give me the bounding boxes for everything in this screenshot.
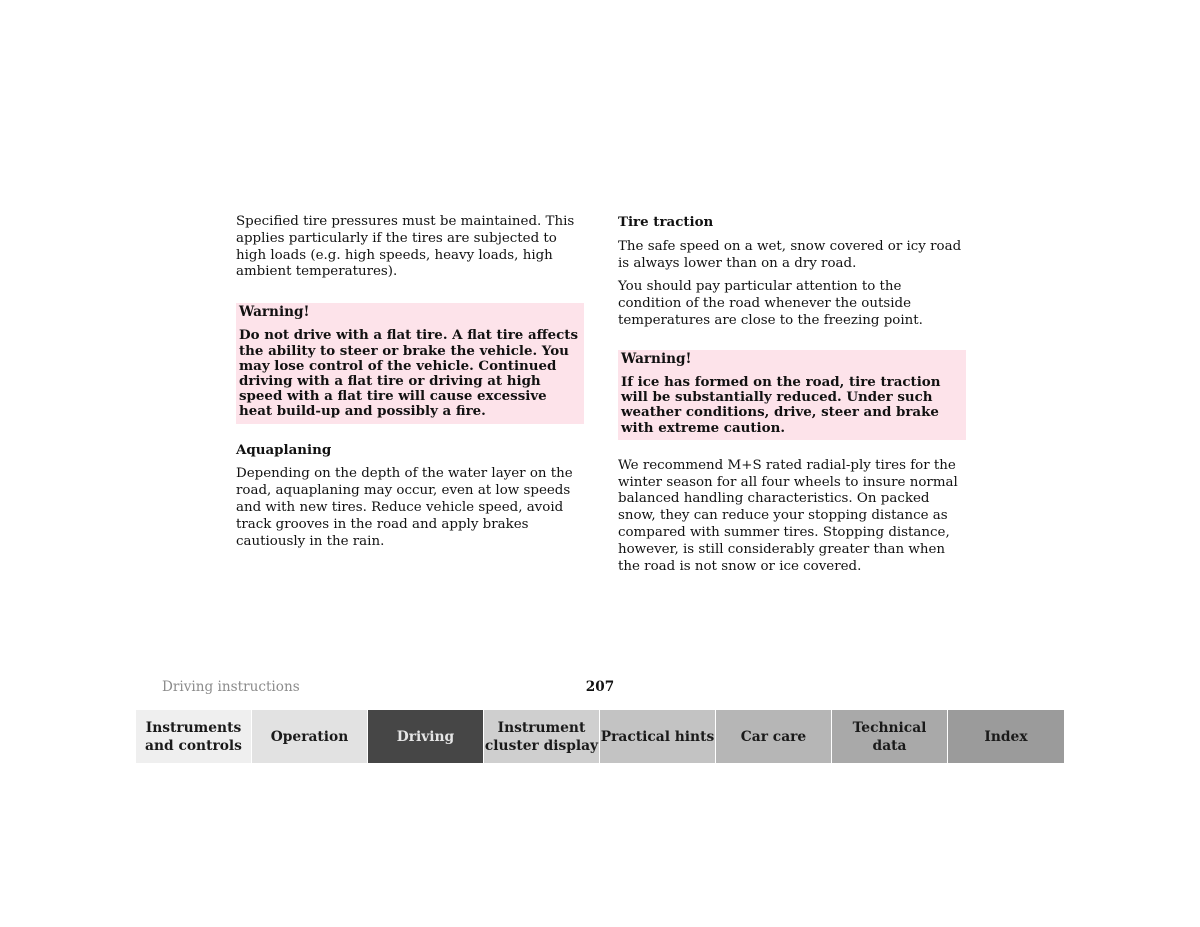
tab-label-line1: Index — [984, 728, 1028, 745]
tire-traction-heading: Tire traction — [618, 214, 714, 230]
tab-label-line1: Driving — [396, 728, 455, 745]
tab-label-line1: Technical — [852, 719, 927, 736]
tab-instrument-cluster-display[interactable] — [484, 710, 600, 763]
tab-label-line2: data — [872, 737, 907, 754]
tab-technical-data[interactable] — [832, 710, 948, 763]
tab-index[interactable] — [948, 710, 1064, 763]
tire-pressure-paragraph: Specified tire pressures must be maintained. This applies particularly if the tires are subjected to high loads (e.g. high speeds, heavy loads, high ambient temperatures). — [236, 214, 575, 280]
warning-text: If ice has formed on the road, tire traction will be substantially reduced. Under such weather conditions, drive, steer and brake with extreme caution. — [621, 373, 941, 436]
winter-tires-paragraph: We recommend M+S rated radial-ply tires for the winter season for all four wheels to insure normal balanced handling characteristics. On packed snow, they can reduce your stopping distance as compared with summer tires. Stopping distance, however, is still considerably greater than when the road is not snow or ice covered. — [618, 457, 958, 574]
chapter-nav-bar — [136, 710, 1064, 763]
left-column — [236, 214, 584, 557]
aquaplaning-paragraph: Depending on the depth of the water layer on the road, aquaplaning may occur, even at low speeds and with new tires. Reduce vehicle speed, avoid track grooves in the road and apply brakes cautiously in the rain. — [236, 466, 573, 549]
safe-speed-paragraph: The safe speed on a wet, snow covered or icy road is always lower than on a dry road. — [618, 238, 962, 271]
tab-label-line1: Car care — [740, 728, 807, 745]
warning-title: Warning! — [239, 304, 310, 321]
tab-instruments-and-controls[interactable] — [136, 710, 252, 763]
aquaplaning-heading: Aquaplaning — [236, 441, 332, 458]
tab-car-care[interactable] — [716, 710, 832, 763]
tab-label-line1: Operation — [270, 728, 349, 745]
page-number: 207 — [585, 679, 615, 695]
ice-warning-box — [618, 350, 966, 440]
tab-operation[interactable] — [252, 710, 368, 763]
section-title: Driving instructions — [162, 679, 300, 695]
tab-label-line1: Instruments — [145, 719, 242, 736]
tab-label-line2: and controls — [145, 737, 242, 754]
flat-tire-warning-box — [236, 303, 584, 423]
warning-text: Do not drive with a flat tire. A flat tire affects the ability to steer or brake the vehicle. You may lose control of the vehicle. Continued driving with a flat tire or driving at high speed with a flat tire will cause excessive heat build-up and possibly a fire. — [239, 327, 579, 420]
tab-label-line1: Practical hints — [600, 728, 715, 745]
warning-title: Warning! — [621, 350, 692, 367]
right-column — [618, 214, 966, 582]
tab-practical-hints[interactable] — [600, 710, 716, 763]
tab-label-line1: Instrument — [497, 719, 586, 736]
tab-label-line2: cluster display — [484, 737, 599, 754]
tab-driving[interactable] — [368, 710, 484, 763]
road-condition-paragraph: You should pay particular attention to the condition of the road whenever the outside temperatures are close to the freezing point. — [618, 279, 923, 328]
